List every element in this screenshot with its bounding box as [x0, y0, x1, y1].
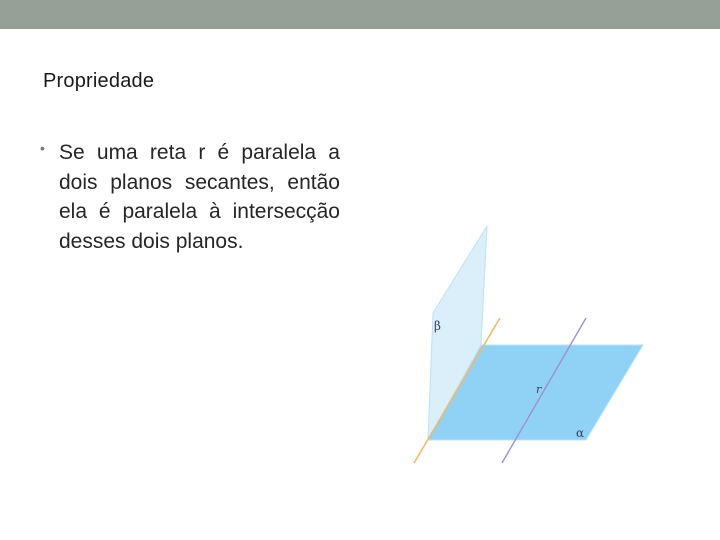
- plane-alpha-label: α: [576, 426, 585, 440]
- line-r-label: r: [536, 383, 542, 396]
- slide-title: Propriedade: [43, 70, 155, 92]
- bullet-marker: •: [40, 140, 45, 156]
- bullet-text: Se uma reta r é paralela a dois planos secantes, então ela é paralela à intersecção desses dois planos.: [59, 141, 340, 253]
- plane-beta-label: β: [434, 319, 441, 333]
